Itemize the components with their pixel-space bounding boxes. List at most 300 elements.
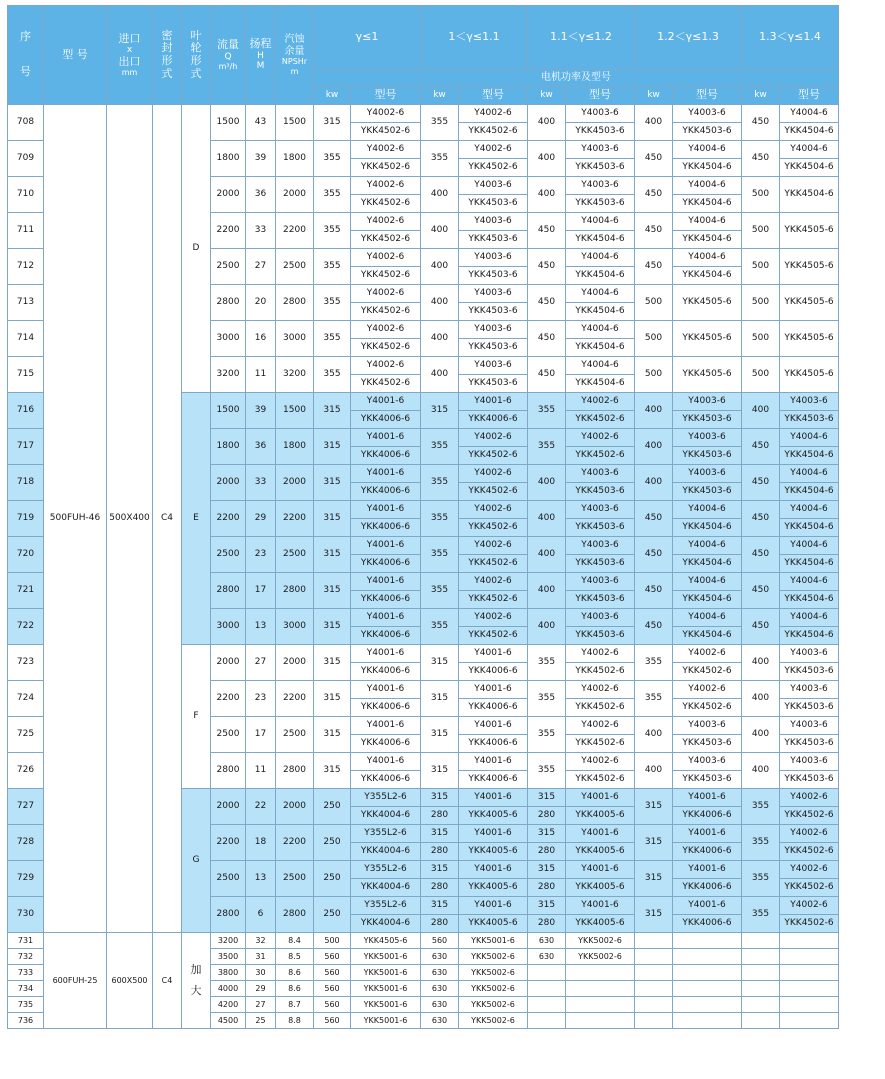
cell-motor-model: Y4002-6 [351, 141, 421, 159]
cell-empty [742, 1013, 780, 1029]
cell-kw: 560 [314, 965, 351, 981]
cell-motor-model: Y4003-6 [566, 573, 635, 591]
cell-kw: 315 [421, 681, 459, 717]
cell-empty [742, 997, 780, 1013]
cell-kw [528, 981, 566, 997]
cell-motor-model: YKK4502-6 [459, 159, 528, 177]
cell-motor-model: YKK4502-6 [351, 159, 421, 177]
cell-kw: 315 [421, 393, 459, 429]
cell-head: 39 [246, 393, 276, 429]
cell-motor-model: YKK4005-6 [566, 915, 635, 933]
cell-head: 36 [246, 429, 276, 465]
cell-npsh: 8.4 [276, 933, 314, 949]
cell-motor-model: YKK4502-6 [459, 123, 528, 141]
cell-head: 20 [246, 285, 276, 321]
cell-empty [635, 949, 673, 965]
cell-kw: 450 [742, 573, 780, 609]
cell-kw: 315 [314, 501, 351, 537]
cell-motor-model: Y4003-6 [566, 609, 635, 627]
cell-kw [528, 997, 566, 1013]
cell-motor-model: YKK4005-6 [566, 807, 635, 825]
cell-kw: 315 [635, 861, 673, 897]
cell-motor-model: YKK4502-6 [459, 627, 528, 645]
cell-npsh: 1800 [276, 141, 314, 177]
cell-kw: 315 [421, 645, 459, 681]
header-gamma-4: 1.2＜γ≤1.3 [635, 6, 742, 70]
cell-motor-model: YKK4504-6 [566, 339, 635, 357]
cell-motor-model: Y4002-6 [459, 573, 528, 591]
cell-motor-model: Y4004-6 [673, 249, 742, 267]
cell-kw: 400 [742, 681, 780, 717]
cell-kw: 400 [742, 753, 780, 789]
cell-kw: 400 [742, 717, 780, 753]
cell-kw: 630 [421, 1013, 459, 1029]
cell-flow: 2500 [211, 537, 246, 573]
cell-kw: 400 [742, 645, 780, 681]
cell-inlet-outlet: 500X400 [107, 105, 153, 933]
cell-motor-model: YKK4503-6 [673, 771, 742, 789]
cell-motor-model: YKK4504-6 [673, 195, 742, 213]
cell-motor-model: YKK5002-6 [459, 981, 528, 997]
cell-seq: 712 [8, 249, 44, 285]
cell-motor-model: YKK5002-6 [459, 965, 528, 981]
cell-flow: 1500 [211, 105, 246, 141]
cell-motor-model: Y4002-6 [459, 141, 528, 159]
cell-npsh: 8.8 [276, 1013, 314, 1029]
cell-motor-model: Y4001-6 [459, 897, 528, 915]
cell-motor-model: YKK4504-6 [566, 231, 635, 249]
cell-motor-model: Y4002-6 [780, 897, 839, 915]
cell-kw: 630 [421, 981, 459, 997]
cell-kw: 500 [742, 177, 780, 213]
cell-model: 500FUH-46 [44, 105, 107, 933]
cell-flow: 2800 [211, 897, 246, 933]
cell-kw [528, 1013, 566, 1029]
cell-motor-model: Y4001-6 [459, 753, 528, 771]
cell-kw: 400 [742, 393, 780, 429]
cell-motor-model: YKK4503-6 [673, 483, 742, 501]
cell-kw: 400 [635, 717, 673, 753]
cell-motor-model: YKK4006-6 [351, 771, 421, 789]
cell-motor-model: YKK4502-6 [780, 843, 839, 861]
cell-kw: 355 [314, 249, 351, 285]
cell-seq: 736 [8, 1013, 44, 1029]
cell-motor-model: YKK4503-6 [459, 267, 528, 285]
cell-kw: 355 [528, 717, 566, 753]
cell-motor-model: YKK4502-6 [566, 735, 635, 753]
cell-head: 11 [246, 753, 276, 789]
cell-kw: 355 [314, 213, 351, 249]
cell-kw: 355 [421, 105, 459, 141]
cell-seq: 724 [8, 681, 44, 717]
cell-motor-model: YKK4504-6 [780, 483, 839, 501]
cell-motor-model: YKK4502-6 [459, 483, 528, 501]
cell-head: 27 [246, 997, 276, 1013]
cell-motor-model: YKK4504-6 [780, 627, 839, 645]
cell-flow: 3000 [211, 609, 246, 645]
cell-empty [635, 997, 673, 1013]
cell-kw: 400 [528, 105, 566, 141]
cell-head: 27 [246, 249, 276, 285]
cell-motor-model: Y4003-6 [673, 105, 742, 123]
cell-kw: 450 [635, 141, 673, 177]
cell-seq: 726 [8, 753, 44, 789]
cell-kw: 400 [421, 357, 459, 393]
cell-motor-model: YKK4504-6 [780, 447, 839, 465]
cell-motor-model: Y4004-6 [673, 573, 742, 591]
cell-kw: 400 [421, 249, 459, 285]
cell-motor-model: Y4002-6 [351, 105, 421, 123]
cell-seq: 730 [8, 897, 44, 933]
cell-empty [673, 1013, 742, 1029]
cell-motor-model: YKK4504-6 [780, 519, 839, 537]
cell-kw: 315 [314, 681, 351, 717]
cell-kw: 400 [528, 609, 566, 645]
cell-kw: 250 [314, 861, 351, 897]
cell-motor-model: Y4001-6 [566, 825, 635, 843]
cell-empty [635, 965, 673, 981]
cell-motor-model: YKK4504-6 [673, 555, 742, 573]
cell-kw: 355 [421, 429, 459, 465]
cell-motor-model: YKK4504-6 [673, 591, 742, 609]
cell-head: 36 [246, 177, 276, 213]
cell-motor-model: Y4004-6 [566, 285, 635, 303]
cell-motor-model: YKK4006-6 [351, 699, 421, 717]
cell-kw: 500 [742, 321, 780, 357]
cell-flow: 2800 [211, 753, 246, 789]
cell-motor-model: YKK4006-6 [351, 555, 421, 573]
cell-motor-model: Y4001-6 [351, 429, 421, 447]
cell-impeller-type: D [182, 105, 211, 393]
cell-kw: 250 [314, 897, 351, 933]
cell-motor-model: YKK4503-6 [673, 123, 742, 141]
cell-motor-model: Y4002-6 [351, 177, 421, 195]
cell-motor-model: Y4002-6 [459, 609, 528, 627]
cell-kw: 315 [314, 573, 351, 609]
pump-spec-table [7, 5, 839, 1029]
cell-kw: 280 [421, 915, 459, 933]
cell-flow: 2800 [211, 285, 246, 321]
cell-motor-model: YKK4004-6 [351, 843, 421, 861]
cell-motor-model: YKK4503-6 [673, 447, 742, 465]
table-row [8, 105, 839, 123]
cell-motor-model: Y4002-6 [566, 681, 635, 699]
cell-flow: 2000 [211, 789, 246, 825]
cell-kw: 450 [635, 213, 673, 249]
cell-flow: 2200 [211, 825, 246, 861]
cell-kw: 450 [635, 537, 673, 573]
cell-motor-model: YKK4006-6 [351, 447, 421, 465]
cell-kw: 315 [421, 825, 459, 843]
cell-motor-model: YKK4504-6 [780, 159, 839, 177]
cell-motor-model: Y4001-6 [351, 681, 421, 699]
cell-npsh: 2500 [276, 717, 314, 753]
cell-motor-model: Y4002-6 [351, 321, 421, 339]
cell-head: 27 [246, 645, 276, 681]
cell-motor-model [566, 965, 635, 981]
cell-motor-model: Y4003-6 [459, 357, 528, 375]
cell-npsh: 2800 [276, 897, 314, 933]
cell-motor-model: Y4001-6 [459, 861, 528, 879]
cell-kw: 355 [421, 537, 459, 573]
cell-kw: 450 [635, 177, 673, 213]
cell-kw: 500 [742, 213, 780, 249]
cell-kw: 500 [742, 249, 780, 285]
cell-motor-model: Y4003-6 [566, 105, 635, 123]
cell-motor-model: Y4001-6 [459, 681, 528, 699]
cell-motor-model: YKK4006-6 [459, 735, 528, 753]
cell-seq: 722 [8, 609, 44, 645]
cell-head: 6 [246, 897, 276, 933]
cell-kw: 630 [528, 949, 566, 965]
cell-seq: 731 [8, 933, 44, 949]
cell-kw: 355 [314, 285, 351, 321]
cell-flow: 2500 [211, 249, 246, 285]
cell-kw: 355 [742, 861, 780, 897]
cell-kw: 450 [742, 537, 780, 573]
cell-motor-model: YKK5002-6 [459, 949, 528, 965]
cell-motor-model: YKK4504-6 [780, 177, 839, 213]
cell-flow: 2500 [211, 717, 246, 753]
cell-motor-model: Y4003-6 [780, 681, 839, 699]
cell-kw: 450 [528, 357, 566, 393]
cell-seq: 732 [8, 949, 44, 965]
header-seq: 序 号 [8, 6, 44, 105]
cell-empty [673, 965, 742, 981]
cell-motor-model: Y4003-6 [459, 285, 528, 303]
cell-motor-model: YKK4504-6 [780, 555, 839, 573]
cell-kw: 560 [421, 933, 459, 949]
cell-kw: 315 [421, 753, 459, 789]
cell-motor-model: Y4001-6 [566, 897, 635, 915]
cell-motor-model: Y4002-6 [459, 429, 528, 447]
cell-motor-model: YKK4004-6 [351, 879, 421, 897]
cell-motor-model: YKK4504-6 [673, 159, 742, 177]
cell-kw: 280 [421, 807, 459, 825]
cell-seq: 709 [8, 141, 44, 177]
cell-kw: 315 [314, 609, 351, 645]
cell-kw: 280 [528, 879, 566, 897]
cell-kw: 630 [421, 997, 459, 1013]
header-kw: kw [528, 87, 566, 105]
cell-motor-model: Y4003-6 [566, 501, 635, 519]
cell-npsh: 2000 [276, 465, 314, 501]
cell-motor-model: Y4001-6 [351, 537, 421, 555]
cell-kw: 315 [528, 897, 566, 915]
cell-motor-model: Y4002-6 [351, 357, 421, 375]
cell-motor-model: YKK4004-6 [351, 807, 421, 825]
cell-motor-model: YKK4505-6 [673, 357, 742, 393]
cell-flow: 2200 [211, 501, 246, 537]
cell-kw: 315 [314, 717, 351, 753]
cell-kw: 355 [528, 753, 566, 789]
cell-kw: 500 [635, 321, 673, 357]
cell-motor-model [566, 997, 635, 1013]
cell-motor-model: YKK4503-6 [459, 195, 528, 213]
cell-motor-model: Y4004-6 [673, 213, 742, 231]
cell-flow: 2800 [211, 573, 246, 609]
cell-motor-model: YKK4502-6 [351, 267, 421, 285]
cell-motor-model: YKK4502-6 [566, 699, 635, 717]
cell-npsh: 2800 [276, 753, 314, 789]
cell-kw: 500 [742, 285, 780, 321]
cell-motor-model: YKK5001-6 [351, 965, 421, 981]
cell-motor-model: Y4001-6 [351, 393, 421, 411]
cell-npsh: 2200 [276, 501, 314, 537]
cell-seq: 713 [8, 285, 44, 321]
cell-kw: 630 [528, 933, 566, 949]
cell-motor-model: YKK4505-6 [780, 213, 839, 249]
cell-motor-model: YKK4503-6 [459, 375, 528, 393]
cell-motor-model: Y4001-6 [351, 609, 421, 627]
cell-motor-model: YKK5002-6 [459, 1013, 528, 1029]
cell-motor-model: YKK4503-6 [566, 555, 635, 573]
cell-kw: 315 [314, 753, 351, 789]
cell-head: 25 [246, 1013, 276, 1029]
cell-head: 23 [246, 537, 276, 573]
cell-seq: 717 [8, 429, 44, 465]
cell-motor-model: YKK4504-6 [780, 123, 839, 141]
header-inlet-outlet: 进口 x 出口 mm [107, 6, 153, 105]
cell-motor-model: YKK4502-6 [351, 123, 421, 141]
cell-npsh: 2000 [276, 645, 314, 681]
cell-kw: 450 [635, 501, 673, 537]
cell-motor-model: YKK4503-6 [566, 591, 635, 609]
cell-motor-model: YKK4006-6 [351, 627, 421, 645]
cell-motor-model: Y4003-6 [673, 429, 742, 447]
cell-kw: 280 [421, 843, 459, 861]
cell-kw: 315 [421, 861, 459, 879]
cell-npsh: 2200 [276, 681, 314, 717]
cell-motor-model: Y4002-6 [566, 645, 635, 663]
cell-motor-model: YKK4006-6 [351, 663, 421, 681]
cell-npsh: 3000 [276, 609, 314, 645]
cell-motor-model: Y355L2-6 [351, 789, 421, 807]
cell-kw: 280 [528, 807, 566, 825]
cell-inlet-outlet: 600X500 [107, 933, 153, 1029]
cell-seq: 721 [8, 573, 44, 609]
cell-motor-model: YKK4502-6 [351, 195, 421, 213]
cell-empty [673, 997, 742, 1013]
cell-motor-model: YKK4005-6 [459, 915, 528, 933]
cell-motor-model: YKK4502-6 [459, 555, 528, 573]
cell-motor-model: Y4001-6 [351, 465, 421, 483]
cell-seq: 729 [8, 861, 44, 897]
cell-motor-model: Y4004-6 [780, 609, 839, 627]
cell-kw: 355 [528, 681, 566, 717]
cell-motor-model: Y4004-6 [780, 429, 839, 447]
cell-motor-model: YKK4502-6 [459, 447, 528, 465]
cell-kw: 450 [742, 465, 780, 501]
cell-motor-model: Y4002-6 [780, 861, 839, 879]
cell-motor-model: Y4001-6 [673, 789, 742, 807]
cell-kw: 315 [314, 105, 351, 141]
cell-head: 33 [246, 465, 276, 501]
cell-kw: 355 [314, 141, 351, 177]
cell-kw: 630 [421, 965, 459, 981]
cell-kw: 400 [528, 501, 566, 537]
cell-kw: 500 [742, 357, 780, 393]
cell-flow: 4200 [211, 997, 246, 1013]
cell-motor-model: Y4003-6 [780, 753, 839, 771]
cell-npsh: 2800 [276, 573, 314, 609]
cell-npsh: 8.6 [276, 965, 314, 981]
cell-motor-model: YKK4006-6 [673, 879, 742, 897]
cell-motor-model: Y355L2-6 [351, 861, 421, 879]
cell-motor-model: YKK4006-6 [351, 519, 421, 537]
cell-motor-model: Y4001-6 [351, 753, 421, 771]
cell-kw: 400 [635, 465, 673, 501]
cell-motor-model: YKK4504-6 [566, 303, 635, 321]
cell-impeller-type [182, 933, 211, 1029]
cell-kw: 400 [635, 429, 673, 465]
cell-motor-model: Y4002-6 [459, 537, 528, 555]
cell-motor-model: YKK4502-6 [673, 663, 742, 681]
cell-head: 22 [246, 789, 276, 825]
header-kw: kw [635, 87, 673, 105]
cell-kw: 355 [314, 357, 351, 393]
cell-kw: 315 [314, 465, 351, 501]
cell-flow: 2000 [211, 465, 246, 501]
cell-motor-model: YKK4006-6 [459, 699, 528, 717]
cell-head: 17 [246, 573, 276, 609]
cell-head: 30 [246, 965, 276, 981]
cell-kw: 560 [314, 1013, 351, 1029]
pump-spec-table-container [7, 5, 839, 1029]
cell-motor-model: Y4004-6 [673, 537, 742, 555]
header-impeller-type: 叶 轮 形 式 [182, 6, 211, 105]
cell-empty [780, 933, 839, 949]
cell-motor-model: YKK4006-6 [351, 735, 421, 753]
cell-motor-model: Y4003-6 [566, 537, 635, 555]
cell-motor-model: YKK4502-6 [459, 591, 528, 609]
cell-motor-model: YKK4006-6 [351, 483, 421, 501]
cell-motor-model: YKK4006-6 [459, 771, 528, 789]
cell-motor-model: YKK4004-6 [351, 915, 421, 933]
cell-motor-model: Y4001-6 [673, 897, 742, 915]
cell-kw: 355 [528, 645, 566, 681]
cell-motor-model: Y4004-6 [566, 213, 635, 231]
cell-motor-model: YKK5001-6 [351, 981, 421, 997]
cell-head: 32 [246, 933, 276, 949]
header-gamma-3: 1.1＜γ≤1.2 [528, 6, 635, 70]
cell-seq: 708 [8, 105, 44, 141]
cell-npsh: 2500 [276, 249, 314, 285]
cell-motor-model: Y4003-6 [566, 141, 635, 159]
cell-kw: 355 [635, 681, 673, 717]
cell-kw: 500 [635, 357, 673, 393]
cell-motor-model: Y4001-6 [351, 717, 421, 735]
cell-flow: 1500 [211, 393, 246, 429]
cell-motor-model: YKK4503-6 [459, 231, 528, 249]
cell-motor-model: Y4003-6 [566, 177, 635, 195]
cell-npsh: 2000 [276, 177, 314, 213]
cell-npsh: 8.5 [276, 949, 314, 965]
cell-flow: 2200 [211, 681, 246, 717]
cell-kw: 315 [314, 537, 351, 573]
cell-kw: 355 [528, 393, 566, 429]
cell-motor-model: YKK4503-6 [459, 339, 528, 357]
cell-motor-model: Y4002-6 [459, 465, 528, 483]
cell-npsh: 8.7 [276, 997, 314, 1013]
cell-motor-model: Y4003-6 [566, 465, 635, 483]
cell-kw: 560 [314, 949, 351, 965]
cell-head: 29 [246, 501, 276, 537]
cell-motor-model: YKK5001-6 [351, 949, 421, 965]
header-gamma-2: 1＜γ≤1.1 [421, 6, 528, 70]
cell-head: 13 [246, 861, 276, 897]
cell-motor-model: Y4003-6 [673, 393, 742, 411]
